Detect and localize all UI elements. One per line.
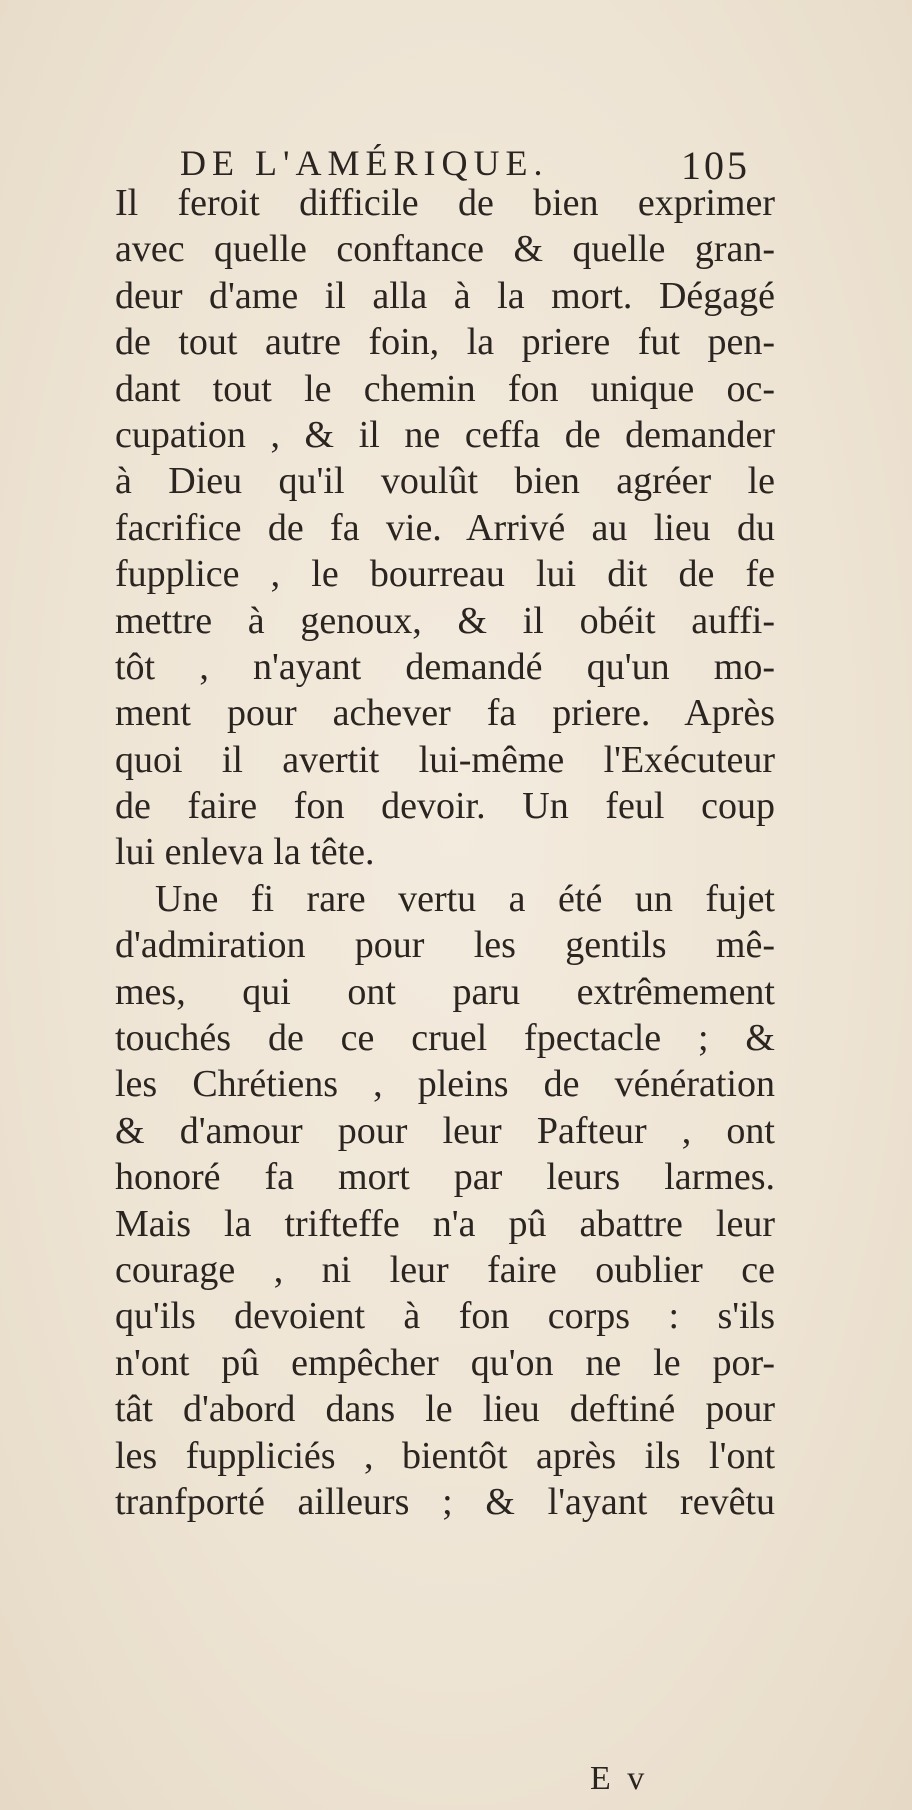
text-line: mettre à genoux, & il obéit auffi- <box>115 599 775 642</box>
text-line: touchés de ce cruel fpectacle ; & <box>115 1017 775 1060</box>
text-line: Mais la trifteffe n'a pû abattre leur <box>115 1202 775 1245</box>
running-title: DE L'AMÉRIQUE. <box>180 143 549 183</box>
text-line: tranfporté ailleurs ; & l'ayant revêtu <box>115 1480 775 1523</box>
text-line: tôt , n'ayant demandé qu'un mo- <box>115 645 775 688</box>
text-line: lui enleva la tête. <box>115 831 375 874</box>
text-line: les Chrétiens , pleins de vénération <box>115 1063 775 1106</box>
text-line: tât d'abord dans le lieu deftiné pour <box>115 1388 775 1431</box>
text-line: d'admiration pour les gentils mê- <box>115 924 775 967</box>
text-line: avec quelle conftance & quelle gran- <box>115 228 775 271</box>
text-line: quoi il avertit lui-même l'Exécuteur <box>115 738 775 781</box>
text-line: Il feroit difficile de bien exprimer <box>115 182 775 224</box>
text-line: les fuppliciés , bientôt après ils l'ont <box>115 1434 775 1477</box>
text-line: mes, qui ont paru extrêmement <box>115 970 775 1013</box>
text-line: qu'ils devoient à fon corps : s'ils <box>115 1295 775 1338</box>
text-line: fupplice , le bourreau lui dit de fe <box>115 553 775 596</box>
text-line: cupation , & il ne ceffa de demander <box>115 413 775 456</box>
text-line: Une fi rare vertu a été un fujet <box>155 877 775 920</box>
text-line: & d'amour pour leur Pafteur , ont <box>115 1109 775 1152</box>
text-line: courage , ni leur faire oublier ce <box>115 1248 775 1291</box>
catchword: E v <box>590 1760 649 1797</box>
text-line: de tout autre foin, la priere fut pen- <box>115 321 775 364</box>
text-line: de faire fon devoir. Un feul coup <box>115 785 775 828</box>
text-line: à Dieu qu'il voulût bien agréer le <box>115 460 775 503</box>
text-line: deur d'ame il alla à la mort. Dégagé <box>115 274 775 317</box>
text-line: facrifice de fa vie. Arrivé au lieu du <box>115 506 775 549</box>
text-line: n'ont pû empêcher qu'on ne le por- <box>115 1341 775 1384</box>
text-line: honoré fa mort par leurs larmes. <box>115 1156 775 1199</box>
page-number: 105 <box>681 143 750 188</box>
body-text <box>115 180 775 1525</box>
text-line: dant tout le chemin fon unique oc- <box>115 367 775 410</box>
text-line: ment pour achever fa priere. Après <box>115 692 775 735</box>
